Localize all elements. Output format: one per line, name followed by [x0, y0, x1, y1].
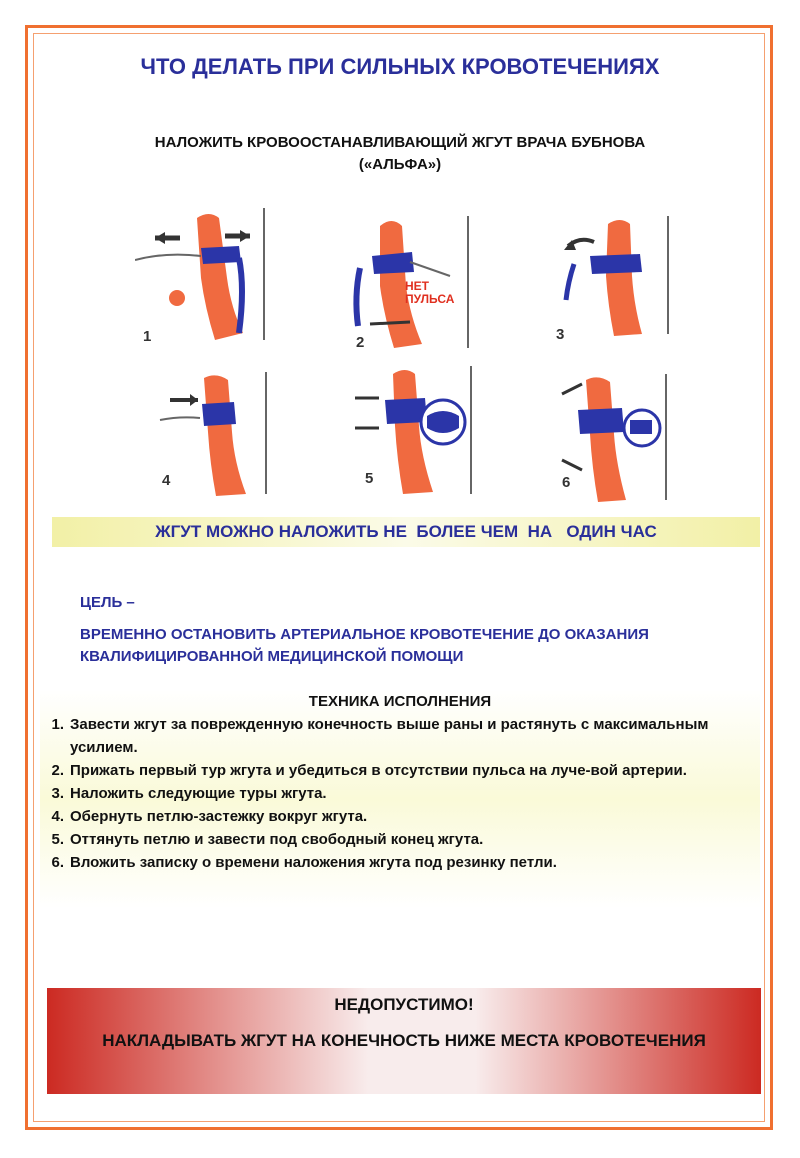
step-number-3: 3: [556, 326, 565, 343]
step-number-1: 1: [143, 328, 152, 345]
technique-item: 6. Вложить записку о времени наложения жгута под резинку петли.: [51, 854, 557, 871]
step-1-illustration: [135, 208, 265, 346]
goal-heading: ЦЕЛЬ –: [80, 594, 135, 611]
step-6-illustration: [556, 374, 668, 506]
technique-item: 5. Оттянуть петлю и завести под свободный конец жгута.: [51, 831, 484, 848]
time-limit-warning: ЖГУТ МОЖНО НАЛОЖИТЬ НЕ БОЛЕЕ ЧЕМ НА ОДИН ЧАС: [52, 517, 760, 547]
technique-item: 3. Наложить следующие туры жгута.: [51, 785, 327, 802]
no-pulse-label: НЕТ ПУЛЬСА: [405, 279, 455, 306]
goal-text: ВРЕМЕННО ОСТАНОВИТЬ АРТЕРИАЛЬНОЕ КРОВОТЕЧЕНИЕ ДО ОКАЗАНИЯ КВАЛИФИЦИРОВАННОЙ МЕДИЦИНСКОЙ ПОМОЩИ: [80, 626, 649, 665]
step-5-illustration: [345, 366, 473, 498]
step-number-2: 2: [356, 334, 365, 351]
step-number-6: 6: [562, 474, 571, 491]
subtitle: НАЛОЖИТЬ КРОВООСТАНАВЛИВАЮЩИЙ ЖГУТ ВРАЧА БУБНОВА («АЛЬФА»): [154, 134, 646, 173]
technique-item: 2. Прижать первый тур жгута и убедиться в отсутствии пульса на луче-вой артерии.: [51, 762, 687, 779]
prohibition-text: НАКЛАДЫВАТЬ ЖГУТ НА КОНЕЧНОСТЬ НИЖЕ МЕСТА КРОВОТЕЧЕНИЯ: [102, 1031, 706, 1050]
technique-section: [40, 690, 760, 908]
technique-item: 1. Завести жгут за поврежденную конечность выше раны и растянуть с максимальным усилием.: [51, 716, 709, 756]
technique-heading: ТЕХНИКА ИСПОЛНЕНИЯ: [308, 693, 492, 710]
prohibition-heading: НЕДОПУСТИМО!: [334, 995, 474, 1014]
page-title: ЧТО ДЕЛАТЬ ПРИ СИЛЬНЫХ КРОВОТЕЧЕНИЯХ: [140, 54, 660, 79]
prohibition-banner: [47, 988, 761, 1094]
step-number-4: 4: [162, 472, 171, 489]
step-4-illustration: [150, 372, 268, 500]
step-2-illustration: [350, 216, 470, 354]
step-3-illustration: [550, 216, 670, 343]
goal-section: [80, 592, 760, 668]
poster-inner-frame: [33, 33, 765, 1122]
step-number-5: 5: [365, 470, 374, 487]
technique-item: 4. Обернуть петлю-застежку вокруг жгута.: [51, 808, 368, 825]
